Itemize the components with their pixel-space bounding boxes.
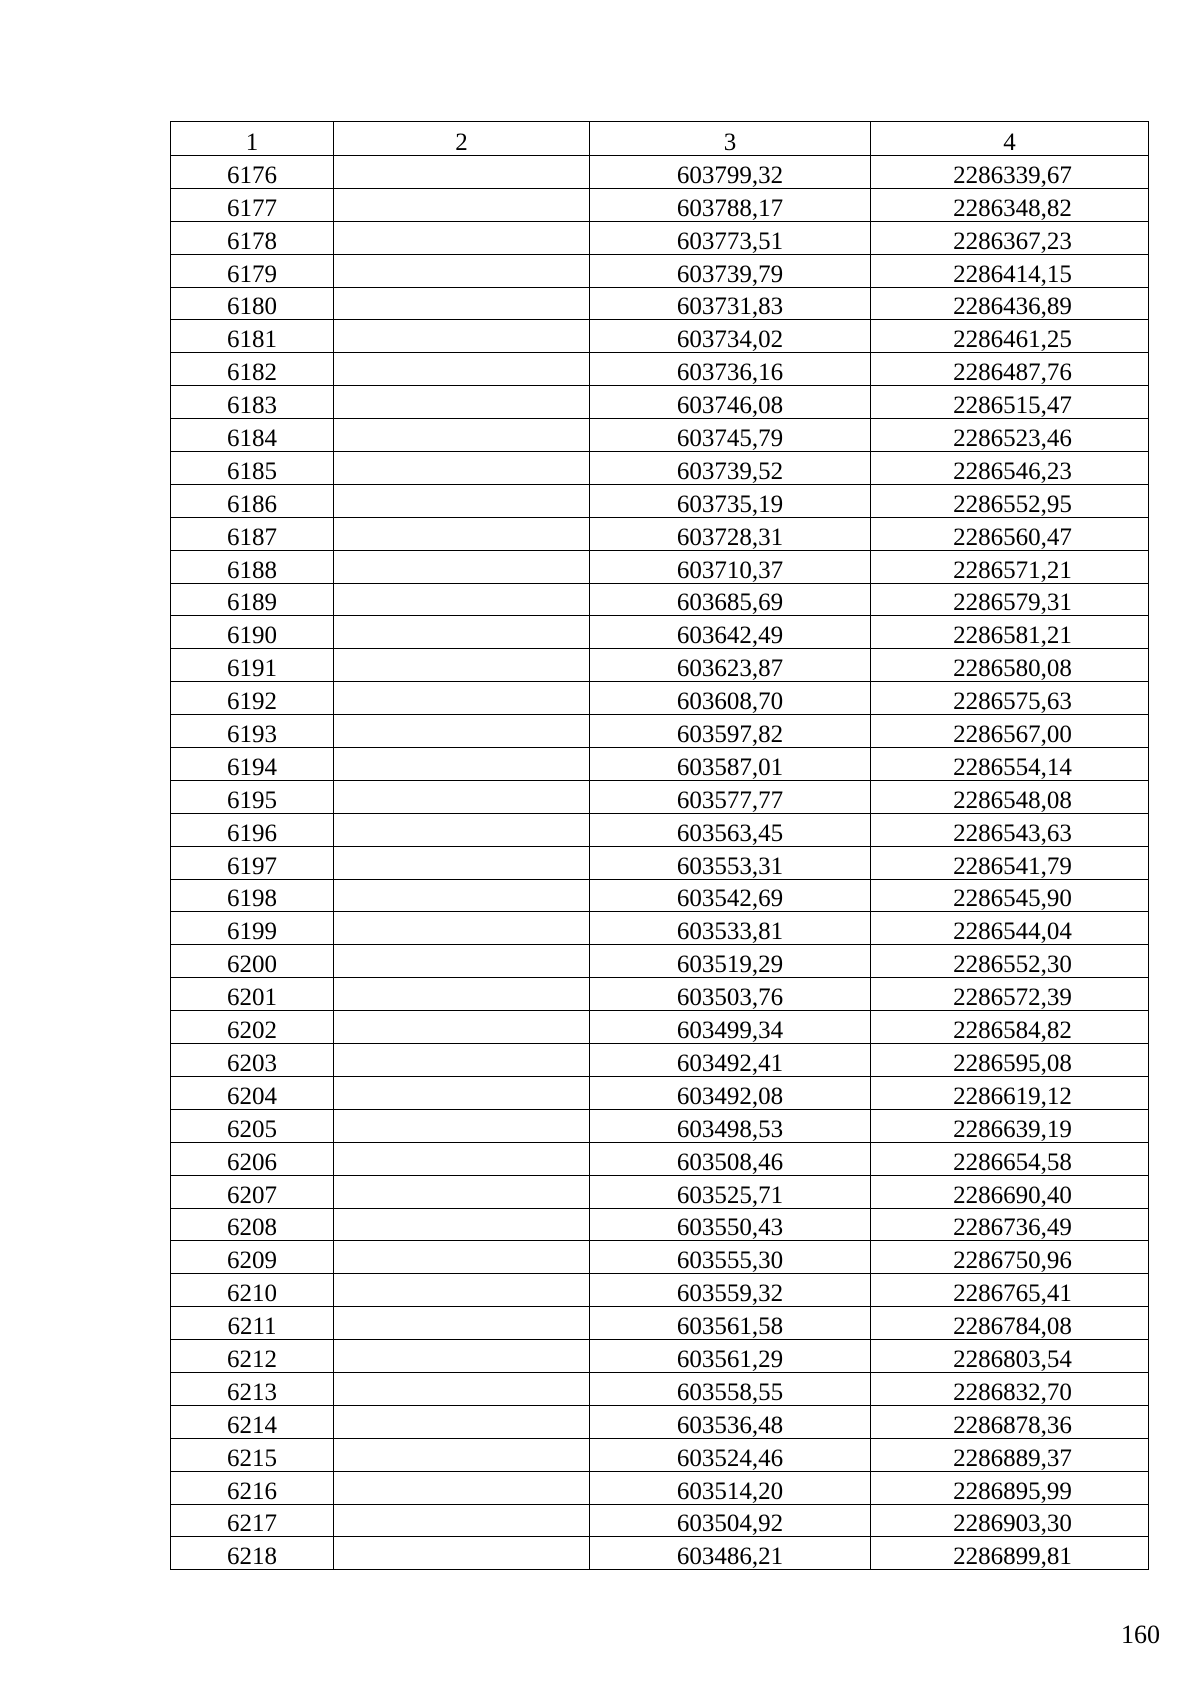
table-cell-col-1: 6187	[171, 517, 334, 550]
table-cell-col-2	[334, 1471, 590, 1504]
table-cell-col-1: 6200	[171, 945, 334, 978]
table-cell-col-3: 603514,20	[590, 1471, 871, 1504]
table-cell-col-4: 2286784,08	[871, 1307, 1149, 1340]
table-cell-col-4: 2286595,08	[871, 1044, 1149, 1077]
table-row	[171, 287, 1149, 320]
table-cell-col-3: 603731,83	[590, 287, 871, 320]
table-cell-col-2	[334, 649, 590, 682]
table-cell-col-3: 603558,55	[590, 1372, 871, 1405]
table-cell-col-2	[334, 287, 590, 320]
table-row	[171, 1504, 1149, 1537]
table-cell-col-3: 603746,08	[590, 386, 871, 419]
table-cell-col-3: 603745,79	[590, 419, 871, 452]
table-cell-col-4: 2286580,08	[871, 649, 1149, 682]
table-row	[171, 813, 1149, 846]
table-cell-col-3: 603533,81	[590, 912, 871, 945]
table-cell-col-4: 2286552,95	[871, 484, 1149, 517]
table-cell-col-3: 603608,70	[590, 682, 871, 715]
table-cell-col-2	[334, 188, 590, 221]
table-cell-col-1: 6181	[171, 320, 334, 353]
table-cell-col-2	[334, 813, 590, 846]
table-row	[171, 1011, 1149, 1044]
table-cell-col-3: 603597,82	[590, 715, 871, 748]
table-cell-col-3: 603773,51	[590, 221, 871, 254]
table-cell-col-4: 2286523,46	[871, 419, 1149, 452]
table-cell-col-4: 2286654,58	[871, 1142, 1149, 1175]
table-row	[171, 945, 1149, 978]
table-cell-col-3: 603525,71	[590, 1175, 871, 1208]
table-cell-col-1: 6209	[171, 1241, 334, 1274]
table-cell-col-2	[334, 254, 590, 287]
table-cell-col-3: 603799,32	[590, 156, 871, 189]
table-cell-col-4: 2286579,31	[871, 583, 1149, 616]
table-cell-col-4: 2286545,90	[871, 879, 1149, 912]
table-row	[171, 1438, 1149, 1471]
table-cell-col-3: 603508,46	[590, 1142, 871, 1175]
table-cell-col-3: 603550,43	[590, 1208, 871, 1241]
table-row	[171, 1405, 1149, 1438]
table-cell-col-4: 2286878,36	[871, 1405, 1149, 1438]
table-cell-col-2	[334, 484, 590, 517]
table-row	[171, 1274, 1149, 1307]
table-cell-col-1: 6191	[171, 649, 334, 682]
table-cell-col-3: 603563,45	[590, 813, 871, 846]
table-cell-col-4: 2286895,99	[871, 1471, 1149, 1504]
table-row	[171, 1307, 1149, 1340]
table-cell-col-1: 6185	[171, 452, 334, 485]
table-cell-col-3: 603519,29	[590, 945, 871, 978]
table-row	[171, 649, 1149, 682]
table-cell-col-4: 2286554,14	[871, 748, 1149, 781]
column-header-3: 3	[590, 122, 871, 156]
table-row	[171, 320, 1149, 353]
table-cell-col-2	[334, 517, 590, 550]
column-header-1: 1	[171, 122, 334, 156]
table-cell-col-3: 603503,76	[590, 978, 871, 1011]
table-cell-col-2	[334, 452, 590, 485]
table-cell-col-4: 2286552,30	[871, 945, 1149, 978]
table-cell-col-3: 603735,19	[590, 484, 871, 517]
coordinates-table	[170, 121, 1149, 1570]
table-cell-col-2	[334, 1109, 590, 1142]
table-cell-col-1: 6183	[171, 386, 334, 419]
table-cell-col-4: 2286581,21	[871, 616, 1149, 649]
table-cell-col-3: 603499,34	[590, 1011, 871, 1044]
table-cell-col-1: 6178	[171, 221, 334, 254]
page-number: 160	[1121, 1620, 1160, 1649]
table-cell-col-2	[334, 320, 590, 353]
table-cell-col-3: 603642,49	[590, 616, 871, 649]
table-cell-col-4: 2286544,04	[871, 912, 1149, 945]
table-cell-col-4: 2286690,40	[871, 1175, 1149, 1208]
table-cell-col-1: 6206	[171, 1142, 334, 1175]
table-cell-col-3: 603587,01	[590, 748, 871, 781]
table-cell-col-4: 2286899,81	[871, 1537, 1149, 1570]
table-cell-col-4: 2286515,47	[871, 386, 1149, 419]
table-cell-col-2	[334, 682, 590, 715]
table-cell-col-1: 6177	[171, 188, 334, 221]
table-cell-col-1: 6214	[171, 1405, 334, 1438]
table-cell-col-2	[334, 1274, 590, 1307]
table-cell-col-2	[334, 1175, 590, 1208]
table-cell-col-2	[334, 846, 590, 879]
table-cell-col-4: 2286543,63	[871, 813, 1149, 846]
table-cell-col-1: 6203	[171, 1044, 334, 1077]
table-row	[171, 1208, 1149, 1241]
table-cell-col-3: 603739,79	[590, 254, 871, 287]
table-row	[171, 452, 1149, 485]
table-cell-col-2	[334, 978, 590, 1011]
table-cell-col-3: 603561,58	[590, 1307, 871, 1340]
table-cell-col-1: 6193	[171, 715, 334, 748]
table-row	[171, 1372, 1149, 1405]
table-cell-col-4: 2286575,63	[871, 682, 1149, 715]
table-cell-col-4: 2286903,30	[871, 1504, 1149, 1537]
table-cell-col-3: 603736,16	[590, 353, 871, 386]
table-cell-col-2	[334, 1142, 590, 1175]
table-cell-col-1: 6197	[171, 846, 334, 879]
table-cell-col-4: 2286619,12	[871, 1076, 1149, 1109]
table-cell-col-1: 6195	[171, 780, 334, 813]
table-cell-col-4: 2286803,54	[871, 1340, 1149, 1373]
table-cell-col-3: 603788,17	[590, 188, 871, 221]
table-row	[171, 978, 1149, 1011]
table-cell-col-2	[334, 1044, 590, 1077]
table-row	[171, 748, 1149, 781]
table-cell-col-2	[334, 1537, 590, 1570]
table-row	[171, 879, 1149, 912]
table-cell-col-4: 2286584,82	[871, 1011, 1149, 1044]
table-row	[171, 682, 1149, 715]
table-cell-col-3: 603623,87	[590, 649, 871, 682]
table-cell-col-3: 603685,69	[590, 583, 871, 616]
table-cell-col-4: 2286546,23	[871, 452, 1149, 485]
table-cell-col-4: 2286548,08	[871, 780, 1149, 813]
table-cell-col-3: 603486,21	[590, 1537, 871, 1570]
table-cell-col-1: 6208	[171, 1208, 334, 1241]
table-cell-col-2	[334, 748, 590, 781]
table-row	[171, 715, 1149, 748]
table-row	[171, 616, 1149, 649]
table-cell-col-4: 2286487,76	[871, 353, 1149, 386]
table-cell-col-3: 603561,29	[590, 1340, 871, 1373]
table-cell-col-1: 6218	[171, 1537, 334, 1570]
table-cell-col-3: 603498,53	[590, 1109, 871, 1142]
table-cell-col-2	[334, 780, 590, 813]
table-cell-col-3: 603492,08	[590, 1076, 871, 1109]
table-row	[171, 550, 1149, 583]
table-row	[171, 1175, 1149, 1208]
table-row	[171, 1109, 1149, 1142]
table-cell-col-2	[334, 1011, 590, 1044]
table-row	[171, 1340, 1149, 1373]
table-cell-col-4: 2286367,23	[871, 221, 1149, 254]
table-cell-col-3: 603553,31	[590, 846, 871, 879]
table-cell-col-4: 2286348,82	[871, 188, 1149, 221]
table-cell-col-2	[334, 1372, 590, 1405]
table-cell-col-2	[334, 1438, 590, 1471]
table-row	[171, 386, 1149, 419]
table-row	[171, 912, 1149, 945]
table-cell-col-1: 6194	[171, 748, 334, 781]
table-cell-col-3: 603710,37	[590, 550, 871, 583]
table-row	[171, 254, 1149, 287]
table-cell-col-1: 6201	[171, 978, 334, 1011]
table-row	[171, 1471, 1149, 1504]
table-cell-col-1: 6198	[171, 879, 334, 912]
table-cell-col-3: 603559,32	[590, 1274, 871, 1307]
table-cell-col-2	[334, 879, 590, 912]
table-cell-col-4: 2286560,47	[871, 517, 1149, 550]
table-cell-col-1: 6179	[171, 254, 334, 287]
table-cell-col-4: 2286541,79	[871, 846, 1149, 879]
table-cell-col-1: 6210	[171, 1274, 334, 1307]
table-cell-col-2	[334, 945, 590, 978]
table-row	[171, 1044, 1149, 1077]
table-cell-col-4: 2286572,39	[871, 978, 1149, 1011]
table-cell-col-2	[334, 550, 590, 583]
table-cell-col-3: 603577,77	[590, 780, 871, 813]
table-row	[171, 1142, 1149, 1175]
table-cell-col-4: 2286750,96	[871, 1241, 1149, 1274]
table-cell-col-4: 2286736,49	[871, 1208, 1149, 1241]
table-cell-col-3: 603739,52	[590, 452, 871, 485]
table-cell-col-1: 6204	[171, 1076, 334, 1109]
table-row	[171, 1241, 1149, 1274]
table-cell-col-1: 6188	[171, 550, 334, 583]
table-row	[171, 484, 1149, 517]
table-cell-col-1: 6202	[171, 1011, 334, 1044]
table-cell-col-1: 6182	[171, 353, 334, 386]
table-cell-col-1: 6190	[171, 616, 334, 649]
table-cell-col-1: 6215	[171, 1438, 334, 1471]
table-cell-col-2	[334, 616, 590, 649]
table-row	[171, 780, 1149, 813]
table-cell-col-1: 6205	[171, 1109, 334, 1142]
table-cell-col-4: 2286832,70	[871, 1372, 1149, 1405]
table-cell-col-3: 603728,31	[590, 517, 871, 550]
table-cell-col-3: 603734,02	[590, 320, 871, 353]
table-cell-col-3: 603555,30	[590, 1241, 871, 1274]
table-cell-col-4: 2286461,25	[871, 320, 1149, 353]
table-header-row	[171, 122, 1149, 156]
table-cell-col-2	[334, 419, 590, 452]
table-row	[171, 1537, 1149, 1570]
table-cell-col-4: 2286567,00	[871, 715, 1149, 748]
table-cell-col-1: 6212	[171, 1340, 334, 1373]
table-row	[171, 353, 1149, 386]
table-cell-col-2	[334, 1504, 590, 1537]
table-cell-col-3: 603536,48	[590, 1405, 871, 1438]
table-cell-col-1: 6199	[171, 912, 334, 945]
table-cell-col-1: 6196	[171, 813, 334, 846]
table-cell-col-2	[334, 1340, 590, 1373]
table-body	[171, 156, 1149, 1570]
table-cell-col-1: 6216	[171, 1471, 334, 1504]
table-cell-col-1: 6211	[171, 1307, 334, 1340]
table-cell-col-3: 603504,92	[590, 1504, 871, 1537]
table-cell-col-2	[334, 353, 590, 386]
table-cell-col-2	[334, 912, 590, 945]
table-cell-col-2	[334, 1076, 590, 1109]
table-cell-col-2	[334, 221, 590, 254]
table-cell-col-3: 603492,41	[590, 1044, 871, 1077]
table-row	[171, 517, 1149, 550]
table-cell-col-2	[334, 1307, 590, 1340]
table-cell-col-4: 2286765,41	[871, 1274, 1149, 1307]
table-cell-col-1: 6184	[171, 419, 334, 452]
table-cell-col-1: 6213	[171, 1372, 334, 1405]
table-cell-col-2	[334, 1405, 590, 1438]
table-cell-col-1: 6217	[171, 1504, 334, 1537]
table-cell-col-2	[334, 156, 590, 189]
table-cell-col-1: 6176	[171, 156, 334, 189]
table-cell-col-3: 603524,46	[590, 1438, 871, 1471]
table-cell-col-1: 6186	[171, 484, 334, 517]
table-cell-col-4: 2286571,21	[871, 550, 1149, 583]
table-cell-col-2	[334, 1241, 590, 1274]
table-row	[171, 419, 1149, 452]
table-row	[171, 156, 1149, 189]
table-cell-col-1: 6180	[171, 287, 334, 320]
table-cell-col-2	[334, 386, 590, 419]
column-header-4: 4	[871, 122, 1149, 156]
table-cell-col-1: 6207	[171, 1175, 334, 1208]
table-cell-col-4: 2286339,67	[871, 156, 1149, 189]
table-cell-col-1: 6189	[171, 583, 334, 616]
table-row	[171, 583, 1149, 616]
table-row	[171, 1076, 1149, 1109]
table-row	[171, 188, 1149, 221]
table-cell-col-4: 2286639,19	[871, 1109, 1149, 1142]
table-cell-col-1: 6192	[171, 682, 334, 715]
table-cell-col-2	[334, 1208, 590, 1241]
table-cell-col-2	[334, 715, 590, 748]
table-cell-col-3: 603542,69	[590, 879, 871, 912]
table-row	[171, 846, 1149, 879]
table-cell-col-4: 2286889,37	[871, 1438, 1149, 1471]
table-row	[171, 221, 1149, 254]
table-cell-col-4: 2286414,15	[871, 254, 1149, 287]
table-cell-col-2	[334, 583, 590, 616]
table-cell-col-4: 2286436,89	[871, 287, 1149, 320]
column-header-2: 2	[334, 122, 590, 156]
